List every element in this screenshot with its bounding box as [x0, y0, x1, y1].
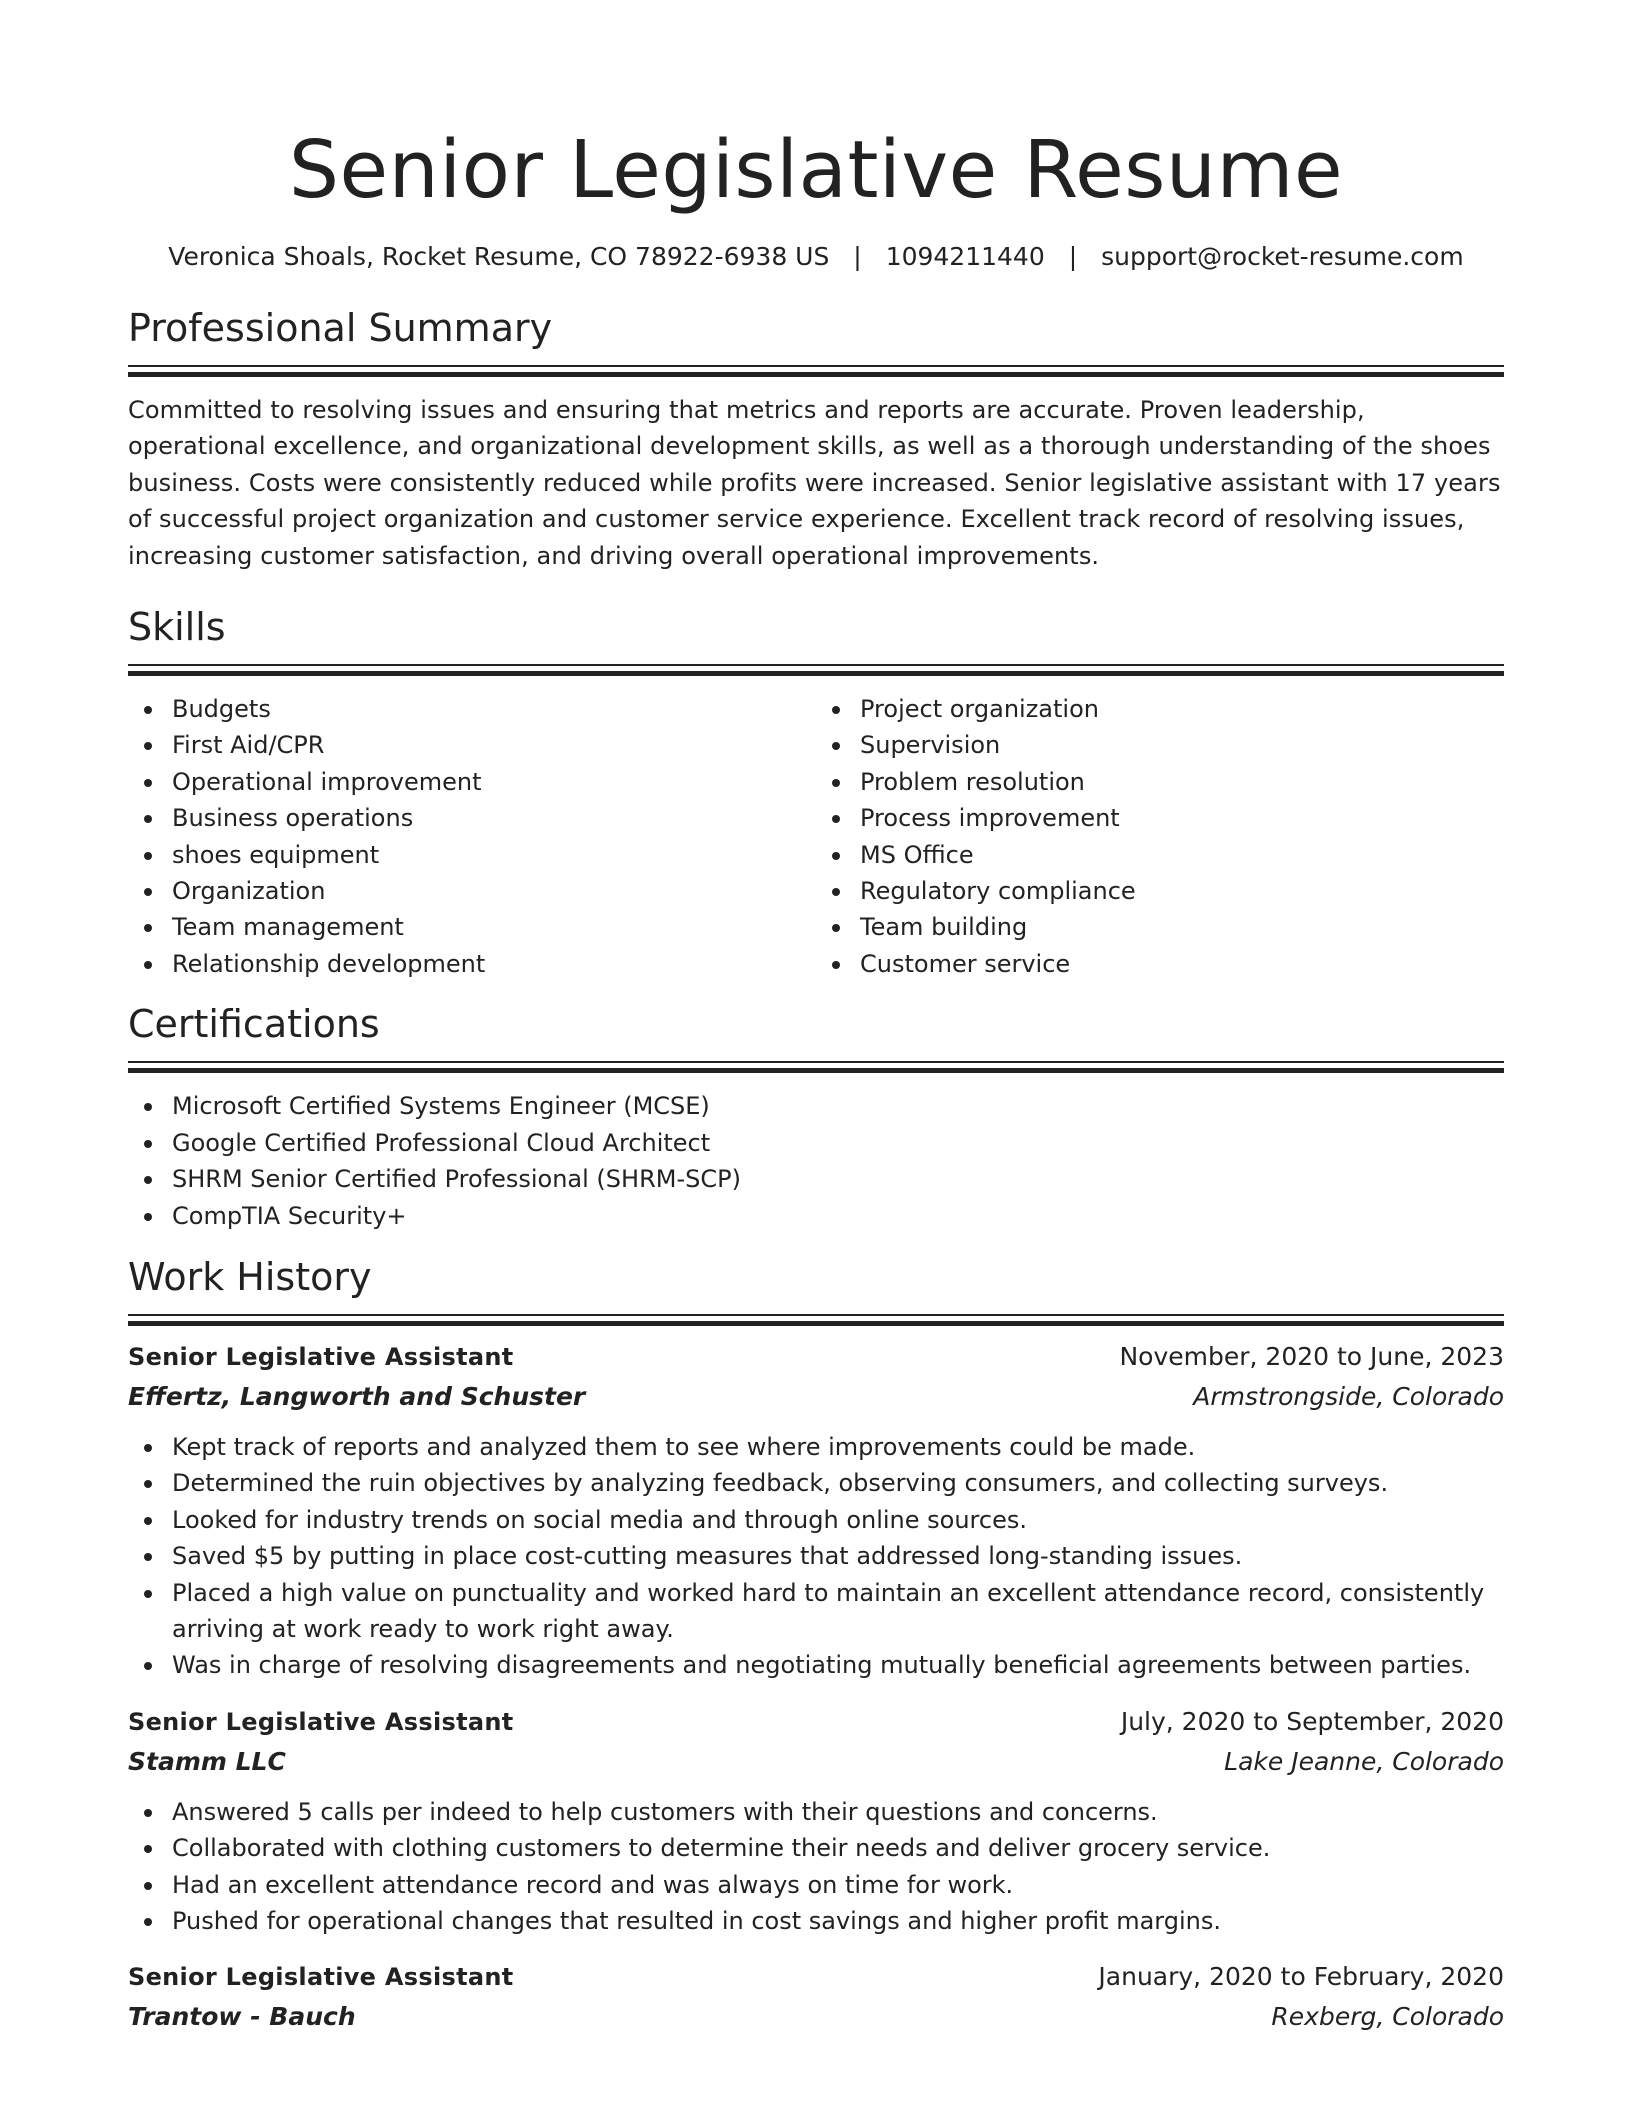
- section-heading-certifications: Certifications: [128, 1002, 380, 1047]
- job-title: Senior Legislative Assistant: [128, 1963, 514, 1992]
- job-bullet: Placed a high value on punctuality and worked hard to maintain an excellent attendance record, consistently arriving at work ready to work right away.: [128, 1575, 1504, 1648]
- contact-email[interactable]: support@rocket-resume.com: [1101, 242, 1464, 271]
- skill-item: Operational improvement: [128, 764, 816, 800]
- skill-item: shoes equipment: [128, 837, 816, 873]
- certification-item: Microsoft Certified Systems Engineer (MCSE): [128, 1088, 1504, 1124]
- skill-item: Supervision: [816, 727, 1504, 763]
- job-bullet: Was in charge of resolving disagreements and negotiating mutually beneficial agreements between parties.: [128, 1647, 1504, 1683]
- contact-phone: 1094211440: [885, 242, 1045, 271]
- certification-item: Google Certified Professional Cloud Architect: [128, 1125, 1504, 1161]
- summary-text: Committed to resolving issues and ensuring that metrics and reports are accurate. Proven leadership, operational excellence, and organizational development skills, as well as a thorough understanding of the shoes business. Costs were consistently reduced while profits were increased. Senior legislative assistant with 17 years of successful project organization and customer service experience. Excellent track record of resolving issues, increasing customer satisfaction, and driving overall operational improvements.: [128, 396, 1501, 570]
- skill-item: First Aid/CPR: [128, 727, 816, 763]
- contact-address: Veronica Shoals, Rocket Resume, CO 78922-6938 US: [168, 242, 830, 271]
- section-divider: [128, 1061, 1504, 1072]
- section-heading-summary: Professional Summary: [128, 306, 553, 350]
- job-location: Lake Jeanne, Colorado: [1224, 1746, 1504, 1776]
- section-divider: [128, 664, 1504, 675]
- job-entry: [128, 1337, 1504, 1684]
- job-bullet: Collaborated with clothing customers to determine their needs and deliver grocery service.: [128, 1830, 1504, 1866]
- job-title: Senior Legislative Assistant: [128, 1707, 514, 1736]
- job-company: Effertz, Langworth and Schuster: [128, 1381, 586, 1411]
- work-history-section: [128, 1252, 1504, 2037]
- job-title: Senior Legislative Assistant: [128, 1342, 514, 1371]
- contact-line: [128, 240, 1504, 274]
- skill-item: Problem resolution: [816, 764, 1504, 800]
- certification-item: CompTIA Security+: [128, 1198, 1504, 1234]
- skill-item: Organization: [128, 873, 816, 909]
- job-entry: [128, 1702, 1504, 1940]
- job-bullet: Answered 5 calls per indeed to help customers with their questions and concerns.: [128, 1794, 1504, 1830]
- skill-item: Team management: [128, 909, 816, 945]
- skill-item: Budgets: [128, 691, 816, 727]
- job-company: Stamm LLC: [128, 1746, 286, 1776]
- skill-item: Business operations: [128, 800, 816, 836]
- job-dates: November, 2020 to June, 2023: [1119, 1341, 1504, 1371]
- job-bullet: Looked for industry trends on social media and through online sources.: [128, 1502, 1504, 1538]
- certifications-section: [128, 999, 1504, 1234]
- skill-item: MS Office: [816, 837, 1504, 873]
- summary-section: [128, 303, 1504, 574]
- skills-column-right: [816, 691, 1504, 982]
- job-dates: January, 2020 to February, 2020: [1098, 1962, 1504, 1992]
- job-bullet: Determined the ruin objectives by analyzing feedback, observing consumers, and collecting surveys.: [128, 1465, 1504, 1501]
- skill-item: Regulatory compliance: [816, 873, 1504, 909]
- job-location: Armstrongside, Colorado: [1193, 1381, 1504, 1411]
- job-entry: [128, 1957, 1504, 2037]
- contact-separator: |: [853, 242, 862, 271]
- job-bullet: Had an excellent attendance record and was always on time for work.: [128, 1867, 1504, 1903]
- skills-grid: [128, 691, 1504, 982]
- skill-item: Process improvement: [816, 800, 1504, 836]
- skill-item: Project organization: [816, 691, 1504, 727]
- resume-title: Senior Legislative Resume: [288, 124, 1344, 216]
- job-bullet: Saved $5 by putting in place cost-cutting measures that addressed long-standing issues.: [128, 1538, 1504, 1574]
- skills-column-left: [128, 691, 816, 982]
- skill-item: Relationship development: [128, 946, 816, 982]
- job-dates: July, 2020 to September, 2020: [1120, 1706, 1504, 1736]
- section-heading-skills: Skills: [128, 605, 226, 650]
- section-divider: [128, 365, 1504, 376]
- skill-item: Customer service: [816, 946, 1504, 982]
- job-bullet: Pushed for operational changes that resulted in cost savings and higher profit margins.: [128, 1903, 1504, 1939]
- job-location: Rexberg, Colorado: [1271, 2002, 1504, 2032]
- section-divider: [128, 1314, 1504, 1325]
- job-company: Trantow - Bauch: [128, 2002, 356, 2032]
- skills-section: [128, 602, 1504, 982]
- certification-item: SHRM Senior Certified Professional (SHRM-SCP): [128, 1161, 1504, 1197]
- section-heading-work-history: Work History: [128, 1254, 372, 1299]
- skill-item: Team building: [816, 909, 1504, 945]
- contact-separator: |: [1068, 242, 1078, 271]
- job-bullet: Kept track of reports and analyzed them to see where improvements could be made.: [128, 1429, 1504, 1465]
